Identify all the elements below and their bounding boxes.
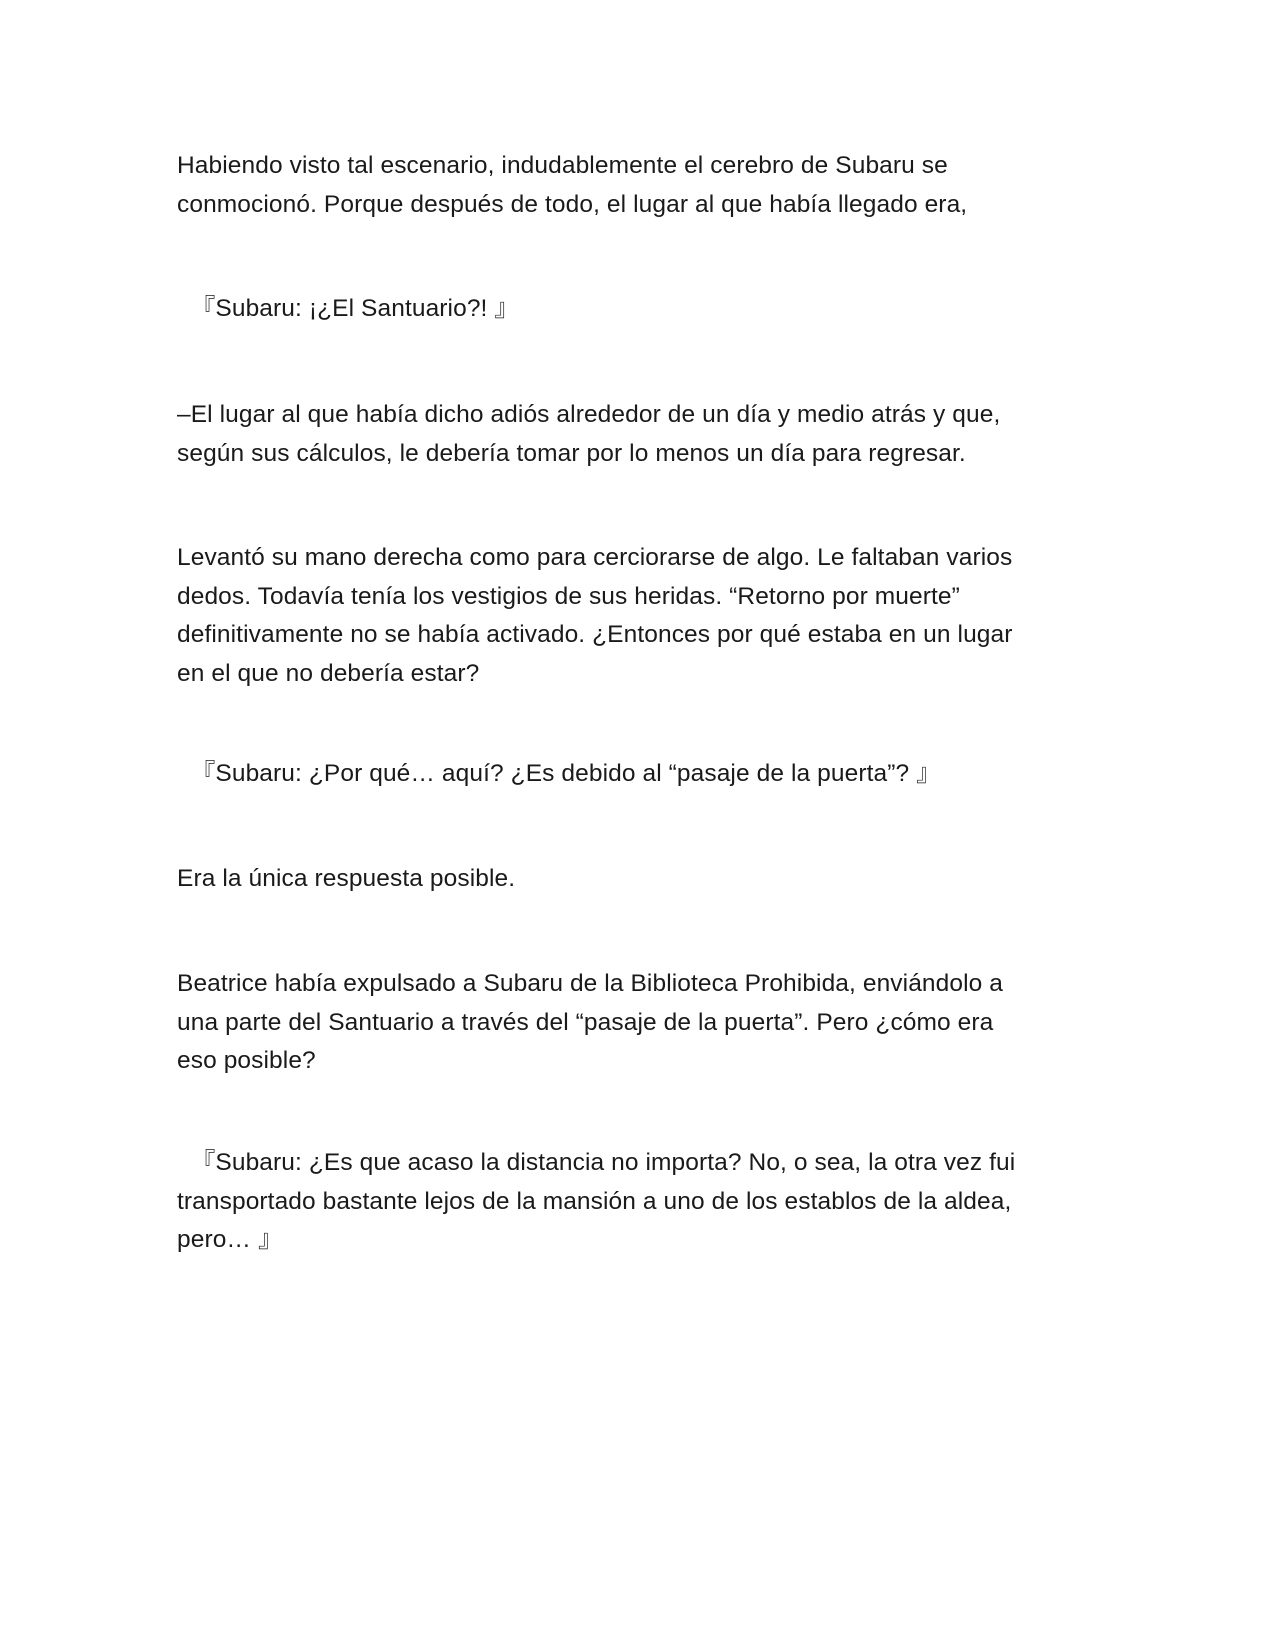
text-line: conmocionó. Porque después de todo, el lugar al que había llegado era, — [177, 190, 968, 218]
paragraph-dialogue-3 — [177, 1144, 1097, 1260]
paragraph-narration-3 — [177, 539, 1097, 693]
text-line: –El lugar al que había dicho adiós alrededor de un día y medio atrás y que, — [177, 401, 1001, 428]
text-line: 『Subaru: ¿Por qué… aquí? ¿Es debido al “pasaje de la puerta”? 』 — [177, 760, 941, 787]
text-line: Levantó su mano derecha como para cerciorarse de algo. Le faltaban varios — [177, 544, 1013, 571]
text-line: pero… 』 — [177, 1226, 283, 1253]
paragraph-narration-2 — [177, 396, 1097, 473]
paragraph-dialogue-1 — [177, 290, 1097, 329]
paragraph-narration-4 — [177, 860, 1097, 899]
text-line: 『Subaru: ¡¿El Santuario?! 』 — [177, 295, 519, 322]
text-line: dedos. Todavía tenía los vestigios de sus heridas. “Retorno por muerte” — [177, 582, 960, 610]
text-line: Habiendo visto tal escenario, indudablemente el cerebro de Subaru se — [177, 152, 948, 179]
text-line: definitivamente no se había activado. ¿Entonces por qué estaba en un lugar — [177, 621, 1013, 648]
text-line: 『Subaru: ¿Es que acaso la distancia no importa? No, o sea, la otra vez fui — [177, 1149, 1016, 1176]
text-line: eso posible? — [177, 1047, 316, 1074]
text-line: Beatrice había expulsado a Subaru de la Biblioteca Prohibida, enviándolo a — [177, 970, 1003, 997]
text-line: una parte del Santuario a través del “pasaje de la puerta”. Pero ¿cómo era — [177, 1008, 994, 1036]
paragraph-dialogue-2 — [177, 755, 1097, 794]
text-line: en el que no debería estar? — [177, 659, 480, 687]
paragraph-narration-5 — [177, 965, 1097, 1081]
text-line: Era la única respuesta posible. — [177, 865, 516, 892]
paragraph-narration-1 — [177, 147, 1097, 224]
text-line: según sus cálculos, le debería tomar por lo menos un día para regresar. — [177, 439, 966, 467]
text-line: transportado bastante lejos de la mansión a uno de los establos de la aldea, — [177, 1187, 1012, 1215]
